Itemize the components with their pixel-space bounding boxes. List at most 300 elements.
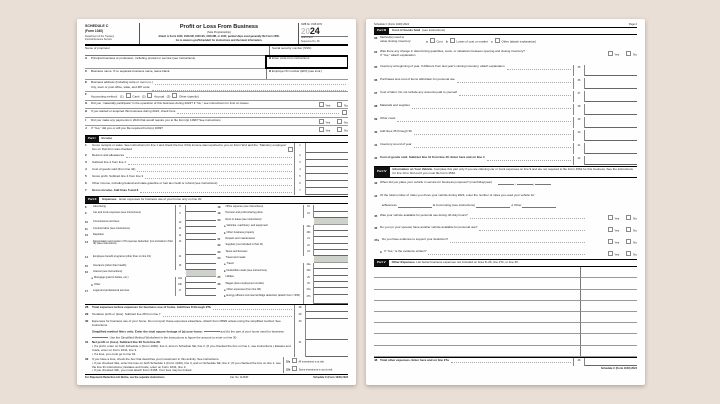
line-label: Other costs (380, 115, 396, 120)
omb-number: OMB No. 1545-0074 (301, 24, 323, 26)
dot-leader (414, 130, 571, 135)
line-box: 15 (175, 264, 186, 270)
amount-field[interactable] (186, 289, 216, 295)
line-32-bullet-1: If you checked 32a, enter the loss on both Schedule 1 (Form 1040), line 3, and on Schedule SE, line 2. (If you checked the box on line 1, see the line 31 instructions.) Estates and trusts, enter on Form 1041, line 3. (92, 360, 281, 369)
amount-field[interactable] (306, 188, 348, 195)
line-box: 5 (294, 174, 306, 181)
line-number: 21 (217, 237, 221, 241)
line-label: Employee benefit programs (other than on line 19) (93, 254, 151, 258)
expense-amount-field[interactable] (580, 290, 637, 301)
yes-checkbox[interactable] (319, 119, 324, 124)
line-24b-row: b Deductible meals (see instructions) 24b (218, 269, 349, 275)
line-35-row (374, 63, 637, 76)
part2-tag: Part II (85, 197, 99, 203)
line-31-text: Net profit or (loss). Subtract line 30 from line 29. • If a profit, enter on both Schedule 1 (Form 1040), line 3, and on Schedule SE, line 2. (If you checked the box on line 1, see instructions.) Estates and trusts, enter on Form 1041, line 3. • If a loss, you must go to line 32. (92, 340, 291, 356)
sqft-business-field[interactable] (92, 334, 108, 338)
line-number: 10 (85, 221, 88, 225)
dept-line2: Internal Revenue Service (85, 37, 112, 41)
no-label: No (344, 128, 348, 133)
dot-leader (470, 214, 585, 219)
line-label: Commissions and fees (93, 220, 120, 224)
line-number: 45 (374, 214, 378, 219)
expense-amount-field[interactable] (580, 334, 637, 345)
line-H-label: If you started or acquired this business during 2024, check here (91, 109, 176, 114)
amount-field[interactable] (306, 305, 348, 312)
yes-no-group (298, 126, 348, 134)
yes-label: Yes (325, 120, 331, 125)
line-G-label: Did you “materially participate” in the operation of this business during 2024? If “No,” see instructions for limit on losses (91, 100, 249, 105)
line-number: 48 (374, 358, 378, 363)
paperwork-notice: For Paperwork Reduction Act Notice, see the separate instructions. (85, 376, 166, 380)
part3-name: Cost of Goods Sold (392, 27, 421, 32)
expense-amount-field[interactable] (580, 267, 637, 278)
other-expense-row (374, 301, 637, 312)
line-label: Total expenses before expenses for business use of home. Add lines 8 through 27b (92, 304, 211, 309)
line-32a-label: All investment is at risk. (298, 360, 325, 364)
no-checkbox[interactable] (626, 239, 631, 244)
expense-description-field[interactable] (374, 278, 580, 289)
cost-label: Cost (436, 40, 443, 45)
line-box: 27b (303, 295, 314, 304)
line-27b-row: b Energy efficient commercial bldgs deduction (attach Form 7205) 27b (218, 295, 349, 304)
dot-leader (457, 78, 571, 83)
line-box: 20a (303, 225, 314, 231)
line-label: Utilities (225, 275, 234, 279)
line-number: 1 (85, 142, 87, 147)
line-E-city-label[interactable]: City, town or post office, state, and ZIP code (91, 84, 150, 89)
no-label: No (633, 52, 637, 57)
line-33-options (426, 36, 637, 48)
part4-name: Information on Your Vehicle. (392, 166, 433, 171)
yes-no-group: Yes No (587, 238, 637, 249)
dot-leader (451, 358, 571, 363)
line-box: 3 (294, 160, 306, 167)
amount-field[interactable] (186, 212, 216, 221)
amount-field[interactable] (585, 130, 637, 141)
proprietor-row (85, 46, 348, 56)
year-prefix: 20 (301, 26, 310, 36)
yes-checkbox[interactable] (608, 227, 613, 232)
line-letter: G (85, 100, 88, 105)
expense-description-field[interactable] (374, 290, 580, 301)
commuting-miles-label: Commuting (see instructions) (435, 202, 475, 207)
line-number: 44 (374, 194, 378, 199)
line-label: Supplies (not included in Part III) (225, 243, 263, 247)
line-24a-row: a Travel 24a (218, 263, 349, 269)
option-c: c (491, 40, 493, 45)
business-code-box-highlighted[interactable] (266, 56, 348, 68)
amount-field[interactable] (306, 319, 348, 340)
form-title: Profit or Loss From Business (179, 24, 259, 30)
form-id-footer: Schedule C (Form 1040) 2024 (313, 376, 348, 380)
part5-desc: List below business expenses not included on lines 8–26, line 27b, or line 30. (416, 260, 519, 265)
line-box: 38 (573, 104, 585, 115)
line-box: 14 (175, 255, 186, 264)
expense-amount-field[interactable] (580, 312, 637, 323)
line-number: 19 (217, 212, 221, 216)
some-investment-not-at-risk-checkbox[interactable] (292, 366, 297, 371)
dot-leader (140, 188, 292, 193)
part1-tag: Part I (85, 136, 99, 142)
attachment-label: Attachment (301, 36, 348, 40)
line-label: Advertising (93, 204, 106, 208)
line-D-label: Employer ID number (EIN) (see instr.) (272, 68, 323, 73)
no-checkbox[interactable] (337, 127, 342, 132)
amount-field[interactable] (306, 160, 348, 167)
line-label: Do you have evidence to support your deduction? (382, 237, 449, 242)
line-B-label: Enter code from instructions (272, 55, 310, 60)
dot-leader (450, 238, 585, 243)
part2-desc: Enter expenses for business use of your home only on line 30. (119, 197, 203, 202)
amount-field[interactable] (186, 240, 216, 255)
form-title-block (140, 23, 298, 44)
expense-amount-field[interactable] (580, 278, 637, 289)
line-1-label: Gross receipts or sales. See instructions for line 1 and check the box if this income was reported to you on Form W-2 and the “Statutory employee” box on that form was checked (92, 142, 287, 151)
line-39-row (374, 115, 637, 128)
simplified-method-2: and (b) the part of your home used for business: (220, 328, 285, 333)
line-number: 40 (374, 129, 378, 134)
line-box: 48 (573, 358, 585, 366)
line-A-label[interactable]: Principal business or profession, including product or service (see instructions) (91, 56, 196, 61)
option-a: a (426, 40, 428, 45)
expense-amount-field[interactable] (580, 323, 637, 334)
cost-checkbox[interactable] (430, 38, 435, 43)
line-34-label: Was there any change in determining quantities, costs, or valuations between opening and closing inventory? If “Yes,” attach explanation (380, 48, 525, 57)
line-box: 16b (175, 283, 186, 289)
line-label: Other expenses (from line 48) (226, 288, 261, 292)
other-valuation-checkbox[interactable] (495, 38, 500, 43)
yes-checkbox[interactable] (608, 251, 613, 256)
line-letter: H (85, 109, 88, 114)
line-number: 3 (85, 160, 87, 165)
line-label: Car and truck expenses (see instructions) (93, 211, 141, 215)
line-label: Office expense (see instructions) (225, 204, 264, 208)
amount-field[interactable] (585, 156, 637, 165)
line-label: Travel (226, 262, 234, 266)
dot-leader (412, 104, 571, 109)
simplified-method-3: Use the Simplified Method Worksheet in the instructions to figure the amount to enter on line 30 (109, 335, 237, 340)
yes-checkbox[interactable] (608, 51, 613, 56)
dot-leader (507, 65, 571, 70)
line-letter: A (85, 56, 88, 61)
page2-footer: Schedule C (Form 1040) 2024 (600, 367, 637, 371)
expense-description-field[interactable] (374, 334, 580, 345)
line-label: Taxes and licenses (225, 249, 248, 253)
other-method-checkbox[interactable] (172, 93, 177, 98)
part5-bar (374, 259, 637, 267)
line-20b-row: b Other business property 20b (218, 231, 349, 237)
omb-year-block (298, 23, 348, 44)
line-32a-number: 32a (286, 360, 291, 364)
yes-checkbox[interactable] (319, 127, 324, 132)
no-checkbox[interactable] (626, 251, 631, 256)
sub-a: a (382, 202, 384, 207)
line-label: Add lines 35 through 39 (380, 128, 412, 133)
line-box: 19 (303, 212, 314, 218)
line-number: 42 (374, 155, 378, 160)
amount-field[interactable] (306, 167, 348, 174)
amount-field[interactable] (585, 358, 637, 366)
line-box: 30 (294, 319, 306, 340)
expense-description-field[interactable] (374, 312, 580, 323)
sqft-home-field[interactable] (204, 328, 220, 332)
line-31-bullet-1: If a profit, enter on both Schedule 1 (Form 1040), line 3, and on Schedule SE, line 2. (If you checked the box on line 1, see instructions.) Estates and trusts, enter on Form 1041, line 3. (92, 344, 291, 352)
dot-leader (137, 167, 292, 172)
date-in-service-field[interactable]: / / (498, 181, 551, 193)
line-number: 38 (374, 103, 378, 108)
line-28-row (85, 304, 348, 312)
line-label: Tentative profit or (loss). Subtract line 28 from line 7 (92, 311, 161, 316)
ssn-field[interactable]: Social security number (SSN) (269, 46, 348, 55)
expense-description-field[interactable] (374, 346, 580, 357)
line-label: Returns and allowances (92, 153, 125, 158)
form-id-header: Schedule C (Form 1040) 2024 (374, 23, 409, 26)
line-16b-row: b Other 16b (85, 283, 216, 289)
line-box: 26 (303, 282, 314, 288)
yes-label: Yes (325, 103, 331, 108)
expense-description-field[interactable] (374, 267, 580, 278)
other-expense-row (374, 267, 637, 278)
schedule-c-page-1 (77, 19, 356, 385)
line-letter: D (269, 68, 272, 73)
line-number: 4 (85, 167, 87, 172)
no-label: No (344, 103, 348, 108)
other-valuation-label: Other (attach explanation) (501, 40, 537, 45)
line-34-row (374, 48, 637, 63)
all-investment-at-risk-checkbox[interactable] (292, 358, 297, 363)
line-box: 36 (573, 78, 585, 89)
page1-footer (85, 374, 348, 379)
line-number: 28 (85, 304, 89, 309)
expenses-right-column (218, 205, 349, 303)
line-48-row (374, 357, 637, 366)
part3-tag: Part III (374, 28, 389, 34)
line-number: 29 (85, 311, 89, 316)
yes-checkbox[interactable] (608, 239, 613, 244)
dot-leader (152, 86, 346, 91)
line-label: Was your vehicle available for personal use during off-duty hours? (380, 213, 468, 218)
line-label: Wages (less employment credits) (225, 281, 264, 285)
yes-checkbox[interactable] (608, 215, 613, 220)
line-16a-row: a Mortgage (paid to banks, etc.) 16a (85, 277, 216, 283)
line-30-text: Expenses for business use of your home. Do not report these expenses elsewhere. Attach Form 8829 unless using the simplified method. See instructions. Simplified method filers only: Enter the total square footage of (a) your home: and (b) the part of your home used for business: . Use the Simplified Method Worksheet in the instructions to figure the amount to enter on line 30 (92, 318, 285, 340)
tax-year (301, 27, 348, 36)
line-number: b (380, 250, 382, 255)
other-miles-field[interactable] (522, 204, 556, 208)
line-C-label[interactable]: Business name. If no separate business name, leave blank. (91, 69, 171, 74)
dot-leader (414, 143, 571, 148)
sub-b: b (433, 202, 436, 207)
yes-label: Yes (614, 52, 620, 57)
expense-description-field[interactable] (374, 323, 580, 334)
line-32-checkboxes (283, 357, 348, 374)
line-number: 37 (374, 90, 378, 95)
cash-checkbox[interactable] (126, 93, 131, 98)
line-label: Gross profit. Subtract line 4 from line 3 (92, 174, 144, 179)
amount-field[interactable] (306, 174, 348, 181)
expense-description-field[interactable] (374, 301, 580, 312)
line-45-row (374, 213, 637, 225)
form-label: (Form 1040) (85, 28, 104, 33)
part1-bar (85, 135, 348, 143)
form-header (85, 23, 348, 46)
started-business-checkbox[interactable] (342, 110, 347, 115)
expenses-left-column (85, 205, 218, 303)
line-47b-row (374, 249, 637, 259)
line-number: 17 (85, 290, 88, 294)
dot-leader (163, 312, 292, 317)
amount-field[interactable] (306, 312, 348, 319)
amount-field[interactable] (306, 340, 348, 357)
amount-field[interactable] (585, 91, 637, 102)
line-label: Other (94, 282, 101, 286)
line-label: Inventory at beginning of year. If different from last year’s closing inventory, attach explanation (380, 63, 505, 68)
expenses-columns (85, 205, 348, 303)
dot-leader (128, 160, 292, 165)
no-checkbox[interactable] (337, 119, 342, 124)
line-letter: F (85, 92, 87, 97)
line-box: 21 (303, 237, 314, 243)
dot-leader (213, 305, 292, 310)
line-label: Subtract line 2 from line 1 (92, 160, 127, 165)
accrual-checkbox[interactable] (147, 93, 152, 98)
line-44-sub-row (374, 202, 637, 213)
line-label: Rent or lease (see instructions): (225, 217, 263, 221)
line-label: Repairs and maintenance (225, 236, 256, 240)
other-expense-row (374, 312, 637, 323)
line-32-main: If you have a loss, check the box that describes your investment in this activity. See instructions. (92, 356, 220, 361)
line-box: 12 (175, 234, 186, 240)
line-29-row (85, 312, 348, 319)
amount-field[interactable] (585, 65, 637, 76)
accounting-method (91, 92, 348, 100)
dept-line1: Department of the Treasury (85, 34, 115, 38)
amount-field[interactable] (585, 78, 637, 89)
other-expense-row (374, 323, 637, 334)
yes-no-group (298, 118, 348, 126)
line-I-row (85, 118, 348, 127)
dot-leader (145, 174, 292, 179)
attach-line1: Attach to Form 1040, 1040-SR, 1040-SS, 1040-NR, or 1041; partnerships must generally file Form 1065. (158, 35, 280, 39)
line-letter: C (85, 69, 88, 74)
other-miles-label: Other (513, 202, 522, 207)
expense-amount-field[interactable] (580, 346, 637, 357)
line-label: Purchases less cost of items withdrawn for personal use (380, 76, 455, 81)
line-44-row (374, 193, 637, 203)
line-box: 22 (303, 244, 314, 250)
yes-checkbox[interactable] (319, 102, 324, 107)
expense-amount-field[interactable] (580, 301, 637, 312)
statutory-employee-checkbox[interactable] (288, 147, 293, 152)
line-E-label[interactable]: Business address (including suite or room no.) (91, 80, 153, 85)
amount-field[interactable] (306, 153, 348, 160)
amount-field[interactable] (306, 143, 348, 154)
line-number: 35 (374, 64, 378, 69)
option-b: b (445, 40, 448, 45)
amount-field[interactable] (186, 255, 216, 264)
line-number: 9 (85, 212, 87, 216)
amount-field[interactable] (585, 117, 637, 128)
line-number: 12 (85, 234, 88, 238)
line-box: 7 (294, 188, 306, 195)
no-checkbox[interactable] (626, 51, 631, 56)
line-box: 2 (294, 153, 306, 160)
line-label: Cost of goods sold (from line 42) (92, 167, 136, 172)
commuting-miles-field[interactable] (476, 204, 510, 208)
line-box: 6 (294, 181, 306, 188)
no-checkbox[interactable] (626, 227, 631, 232)
line-label: Materials and supplies (380, 102, 410, 107)
option-3: (3) (166, 94, 171, 99)
line-number: 34 (374, 49, 378, 54)
other-expense-row (374, 278, 637, 289)
line-box: 42 (573, 156, 585, 165)
line-label: Depreciation and section 179 expense deduction (not included in Part III) (see instructions) (93, 239, 173, 246)
amount-field[interactable] (585, 143, 637, 154)
line-label: Vehicles, machinery, and equipment (226, 224, 268, 228)
line-box: 35 (573, 65, 585, 76)
part5-tag: Part V (374, 260, 389, 266)
amount-field[interactable] (585, 104, 637, 115)
dot-leader (126, 153, 292, 158)
line-5-row (85, 174, 348, 181)
line-33-label: Method(s) used to value closing inventory: (380, 35, 412, 44)
option-2: (2) (141, 94, 146, 99)
line-number: 32 (85, 356, 89, 361)
line-box: 24a (303, 263, 314, 269)
line-label: Other business property (226, 230, 255, 234)
line-number: 20 (217, 218, 221, 222)
other-expense-row (374, 346, 637, 357)
line-label: Other income, including federal and state gasoline or fuel tax credit or refund (see instructions) (92, 181, 218, 186)
line-box: 25 (303, 276, 314, 282)
line-label: Depletion (93, 233, 104, 237)
accrual-label: Accrual (154, 94, 165, 99)
sequence-number: Sequence No. 09 (301, 40, 320, 44)
line-20a-row: a Vehicles, machinery, and equipment 20a (218, 225, 349, 231)
amount-field[interactable] (306, 181, 348, 188)
form-subtitle: (Sole Proprietorship) (207, 31, 231, 35)
no-checkbox[interactable] (337, 102, 342, 107)
line-31-bullet-2: If a loss, you must go to line 32. (93, 351, 137, 356)
line-letter: E (85, 80, 88, 85)
business-miles-field[interactable] (398, 204, 432, 208)
line-box: 24b (303, 269, 314, 275)
amount-field[interactable] (314, 295, 348, 304)
lower-of-cost-checkbox[interactable] (450, 38, 455, 43)
line-box: 41 (573, 143, 585, 154)
line-box: 18 (303, 205, 314, 211)
line-number: 41 (374, 142, 378, 147)
name-of-proprietor-field[interactable]: Name of proprietor (85, 45, 111, 50)
line-box: 27a (303, 288, 314, 294)
no-checkbox[interactable] (626, 215, 631, 220)
line-label: Mortgage (paid to banks, etc.) (94, 276, 129, 280)
line-2-row (85, 153, 348, 160)
part4-bar (374, 166, 637, 178)
line-number: 15 (85, 264, 88, 268)
line-36-row (374, 76, 637, 89)
line-box: 16a (175, 277, 186, 283)
line-box: 20b (303, 231, 314, 237)
no-label: No (344, 120, 348, 125)
ein-box[interactable] (266, 69, 348, 79)
line-33-row (374, 35, 637, 49)
line-number: 46 (374, 226, 378, 231)
line-label: Cost of goods sold. Subtract line 41 from line 40. Enter here and on line 4 (380, 154, 485, 159)
line-32b-label: Some investment is not at risk. (298, 368, 333, 372)
yes-no-group (587, 50, 637, 63)
